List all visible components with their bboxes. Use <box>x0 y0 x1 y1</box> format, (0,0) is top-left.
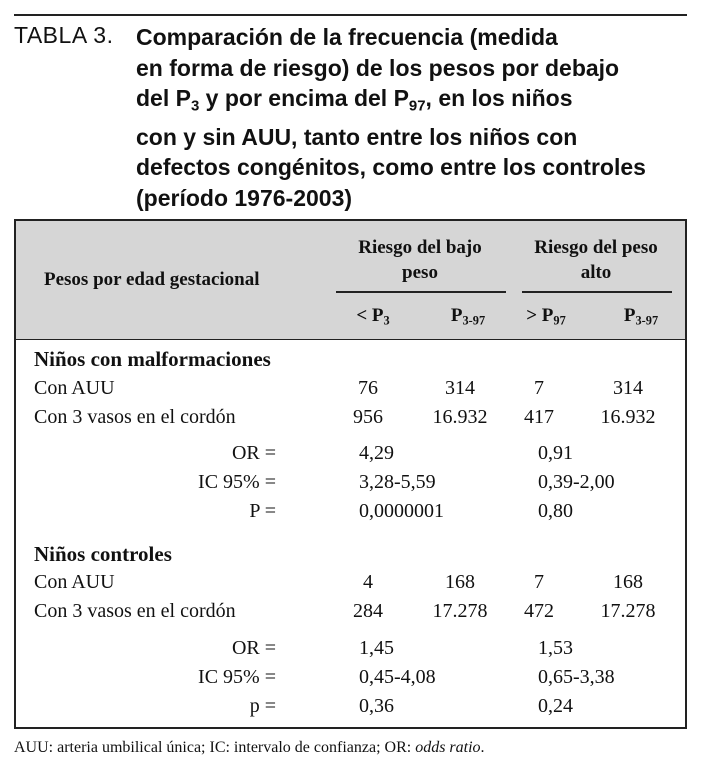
caption-line: en forma de riesgo) de los pesos por debajo <box>136 54 620 81</box>
stat-high: 0,91 <box>538 442 573 464</box>
table-cell: 284 <box>353 600 383 622</box>
stat-high: 1,53 <box>538 637 573 659</box>
table-cell: 17.278 <box>600 600 656 622</box>
table-cell: 472 <box>524 600 554 622</box>
table-cell: 4 <box>363 571 373 593</box>
table-cell: 956 <box>353 406 383 428</box>
stat-label: p = <box>249 695 276 717</box>
col-header-gt-p97: > $P_{97}$ <box>526 305 566 328</box>
caption-line: Comparación de la frecuencia (medida <box>136 24 558 50</box>
stat-low: 1,45 <box>359 637 394 659</box>
table-cell: 76 <box>358 377 378 399</box>
group-header-high: Riesgo del peso <box>534 237 658 258</box>
stat-high: 0,80 <box>538 500 573 522</box>
table-cell: 168 <box>613 571 643 593</box>
caption-line: del $P_3$ y por encima del $P_{97}$, en los niños <box>136 85 573 115</box>
caption-label: TABLA 3. <box>14 22 114 48</box>
stat-high: 0,24 <box>538 695 573 717</box>
row-label: Con AUU <box>34 377 115 399</box>
stat-label: IC 95% = <box>198 471 276 493</box>
group-header-high-2: alto <box>580 262 612 283</box>
stat-high: 0,65-3,38 <box>538 666 615 688</box>
col-header-p3-97-high: $P_{3-97}$ <box>623 305 659 328</box>
stat-low: 3,28-5,59 <box>359 471 436 493</box>
table-cell: 168 <box>445 571 475 593</box>
stat-high: 0,39-2,00 <box>538 471 615 493</box>
group-header-low: Riesgo del bajo <box>358 237 482 258</box>
row-label: Con AUU <box>34 571 115 593</box>
caption-line: (período 1976-2003) <box>136 184 353 211</box>
stat-low: 0,45-4,08 <box>359 666 436 688</box>
section-title-controles: Niños controles <box>34 542 172 566</box>
table-cell: 16.932 <box>432 406 488 428</box>
row-label: Con 3 vasos en el cordón <box>34 406 236 428</box>
stat-label: OR = <box>231 637 276 659</box>
table-cell: 16.932 <box>600 406 656 428</box>
table-cell: 314 <box>445 377 475 399</box>
col-header-p3-97: $P_{3-97}$ <box>450 305 486 328</box>
stat-label: P = <box>249 500 276 522</box>
col-header-lt-p3: < $P_3$ <box>356 305 390 328</box>
row-label: Con 3 vasos en el cordón <box>34 600 236 622</box>
stat-low: 4,29 <box>359 442 394 464</box>
row-header: Pesos por edad gestacional <box>44 269 260 290</box>
table-footnote: AUU: arteria umbilical única; IC: intervalo de confianza; OR: odds ratio. <box>14 739 485 756</box>
table-cell: 17.278 <box>432 600 488 622</box>
group-header-low-2: peso <box>402 262 438 283</box>
table-cell: 7 <box>534 571 544 593</box>
stat-label: OR = <box>231 442 276 464</box>
group-rule-low <box>336 291 506 293</box>
table-cell: 7 <box>534 377 544 399</box>
caption-line: defectos congénitos, como entre los controles <box>136 154 646 181</box>
table-header <box>16 221 685 340</box>
caption-title <box>136 22 646 213</box>
data-table <box>14 219 687 729</box>
stat-low: 0,0000001 <box>359 500 444 522</box>
stat-label: IC 95% = <box>198 666 276 688</box>
section-title-malformaciones: Niños con malformaciones <box>34 347 271 371</box>
table-cell: 314 <box>613 377 643 399</box>
top-rule <box>14 14 687 16</box>
stat-low: 0,36 <box>359 695 394 717</box>
table-cell: 417 <box>524 406 554 428</box>
group-rule-high <box>522 291 672 293</box>
caption-line: con y sin AUU, tanto entre los niños con <box>136 123 578 150</box>
